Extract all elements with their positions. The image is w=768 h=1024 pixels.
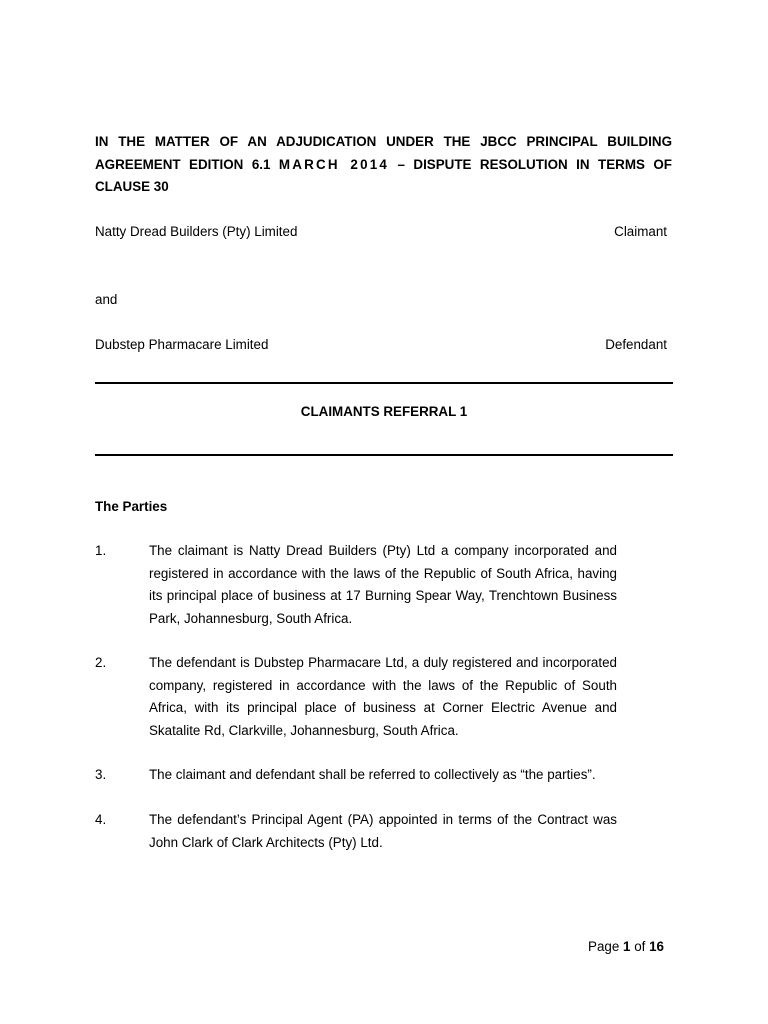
claimant-role: Claimant [614,224,667,239]
paragraph-number: 4. [95,812,107,827]
paragraph-text: The claimant and defendant shall be referred to collectively as “the parties”. [149,767,596,782]
total-pages: 16 [649,939,664,954]
top-divider [95,382,673,384]
claimant-name: Natty Dread Builders (Pty) Limited [95,224,298,239]
document-heading [95,131,672,199]
paragraph-text: The defendant is Dubstep Pharmacare Ltd, a duly registered and incorporated company, registered in accordance with the laws of the Republic of South Africa, with its principal place of business at Corner Electric Avenue and Skatalite Rd, Clarkville, Johannesburg, South Africa. [149,655,617,738]
claimant-row [95,223,667,241]
defendant-role: Defendant [605,337,667,352]
of-label: of [630,939,650,954]
heading-part-1: IN THE MATTER OF AN ADJUDICATION UNDER THE JBCC PRINCIPAL BUILDING AGREEMENT EDITION 6.1 [95,134,672,172]
paragraph-4 [95,809,617,854]
paragraph-number: 1. [95,543,107,558]
paragraph-2 [95,652,617,742]
page-number-footer [588,938,664,956]
paragraph-number: 2. [95,655,107,670]
page-label: Page [588,939,624,954]
paragraph-3 [95,764,617,787]
defendant-row [95,336,667,354]
paragraph-number: 3. [95,767,107,782]
paragraph-text: The defendant’s Principal Agent (PA) appointed in terms of the Contract was John Clark of Clark Architects (Pty) Ltd. [149,812,617,850]
section-title: The Parties [95,499,168,514]
current-page: 1 [623,939,631,954]
bottom-divider [95,454,673,456]
heading-part-3: – DISPUTE RESOLUTION IN TERMS OF CLAUSE 30 [95,156,672,194]
heading-date: MARCH 2014 [278,156,390,172]
referral-title: CLAIMANTS REFERRAL 1 [300,404,468,419]
defendant-name: Dubstep Pharmacare Limited [95,337,269,352]
and-connector: and [95,292,118,307]
paragraph-1 [95,540,617,630]
paragraph-text: The claimant is Natty Dread Builders (Pty) Ltd a company incorporated and registered in accordance with the laws of the Republic of South Africa, having its principal place of business at 17 Burning Spear Way, Trenchtown Business Park, Johannesburg, South Africa. [149,543,617,626]
